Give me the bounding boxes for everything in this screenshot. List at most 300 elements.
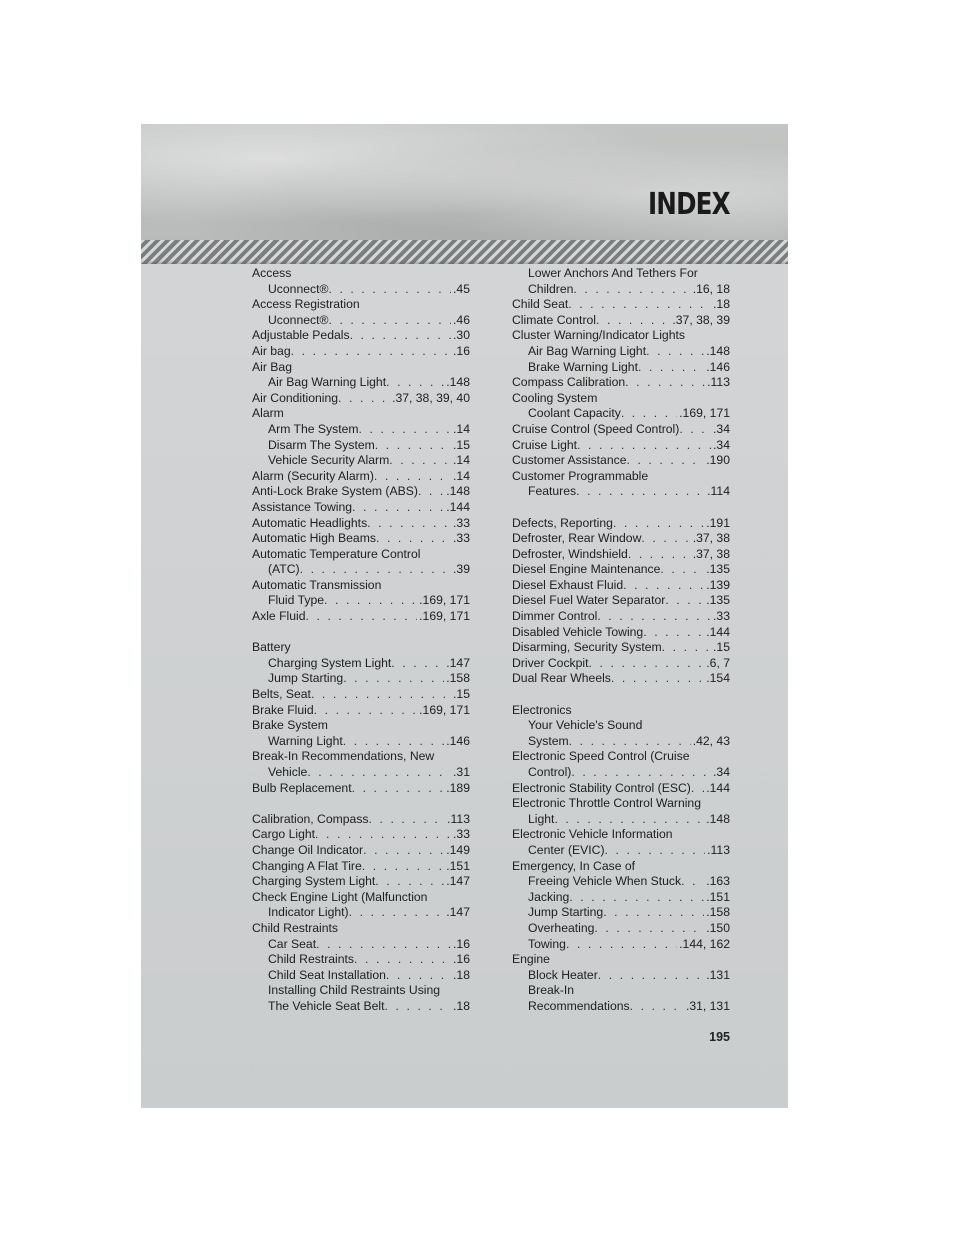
index-page-ref: .31, 131 [685, 998, 730, 1013]
dot-leader [300, 562, 451, 578]
index-term: Cruise Light [512, 437, 578, 452]
index-entry [512, 671, 730, 687]
index-entry [512, 360, 730, 376]
dot-leader [375, 874, 444, 890]
index-page-ref: .16 [453, 936, 470, 951]
index-entry [252, 469, 470, 485]
index-term: Freeing Vehicle When Stuck [528, 874, 682, 889]
index-term: Break-In [528, 983, 575, 998]
index-column-right [512, 266, 730, 1015]
dot-leader [679, 422, 711, 438]
index-entry [252, 516, 470, 532]
index-entry [512, 983, 730, 999]
index-page-ref: .34 [713, 765, 730, 779]
index-term: Uconnect® [268, 312, 329, 327]
index-page-ref: .45 [453, 281, 470, 296]
index-term: Cooling System [512, 390, 598, 405]
index-entry [512, 859, 730, 875]
index-term: Electronic Speed Control (Cruise [512, 749, 690, 764]
index-term: Air Bag Warning Light [268, 375, 387, 390]
index-entry [252, 874, 470, 890]
index-term: Electronic Stability Control (ESC) [512, 780, 691, 795]
dot-leader [307, 765, 451, 781]
index-entry [512, 516, 730, 532]
index-page-ref: .144 [706, 780, 730, 795]
index-entry [252, 500, 470, 516]
index-entry [252, 438, 470, 454]
index-gap [512, 500, 730, 516]
dot-leader [363, 843, 444, 859]
index-page-ref: .113 [707, 842, 730, 857]
index-entry [512, 484, 730, 500]
index-term: Light [528, 811, 555, 826]
index-entry [512, 999, 730, 1015]
index-term: Electronic Vehicle Information [512, 827, 673, 842]
page-header-banner [141, 124, 788, 240]
index-term: Jump Starting [268, 671, 344, 686]
index-page-ref: .135 [706, 562, 730, 577]
index-page-ref: .37, 38, 39, 40 [392, 390, 470, 405]
index-term: Automatic High Beams [252, 531, 376, 546]
index-page-ref: .14 [453, 468, 470, 483]
index-page-ref: .37, 38 [692, 546, 730, 561]
index-entry [512, 843, 730, 859]
index-term: Changing A Flat Tire [252, 858, 362, 873]
index-term: Defects, Reporting [512, 515, 613, 530]
index-page-ref: .169, 171 [419, 609, 470, 624]
index-page-ref: .169, 171 [679, 406, 730, 421]
index-entry [252, 921, 470, 937]
dot-leader [389, 453, 451, 469]
index-page-ref: .154 [706, 671, 730, 686]
index-page-ref: .113 [447, 811, 470, 826]
index-term: Overheating [528, 920, 595, 935]
dot-leader [662, 640, 711, 656]
index-entry [252, 562, 470, 578]
index-entry [512, 609, 730, 625]
dot-leader [589, 656, 705, 672]
index-entry [252, 734, 470, 750]
index-entry [512, 578, 730, 594]
dot-leader [291, 344, 451, 360]
index-page-ref: .158 [706, 905, 730, 920]
index-term: Child Restraints [268, 952, 355, 967]
index-term: Air bag [252, 343, 291, 358]
index-page-ref: .39 [453, 562, 470, 577]
index-entry [512, 921, 730, 937]
index-page-ref: .135 [706, 593, 730, 608]
index-entry [252, 328, 470, 344]
index-page-ref: .144 [706, 624, 730, 639]
dot-leader [391, 656, 444, 672]
index-term: Compass Calibration [512, 375, 626, 390]
index-term: Vehicle [268, 765, 308, 779]
index-page-ref: .33 [453, 531, 470, 546]
index-term: Control) [528, 765, 572, 779]
index-entry [252, 391, 470, 407]
index-entry [252, 266, 470, 282]
dot-leader [328, 313, 451, 329]
dot-leader [354, 952, 451, 968]
dot-leader [362, 859, 445, 875]
dot-leader [554, 812, 704, 828]
index-entry [252, 656, 470, 672]
index-entry [512, 438, 730, 454]
index-entry [252, 749, 470, 765]
dot-leader [691, 781, 704, 797]
dot-leader [613, 516, 704, 532]
index-entry [512, 640, 730, 656]
index-page-ref: .146 [706, 359, 730, 374]
index-entry [252, 453, 470, 469]
index-term: Battery [252, 640, 291, 655]
index-page-ref: .147 [446, 655, 470, 670]
index-term: Features [528, 484, 577, 499]
header-stripe [141, 240, 788, 264]
index-entry [512, 703, 730, 719]
dot-leader [626, 453, 704, 469]
index-page-ref: .150 [706, 920, 730, 935]
index-page-ref: .131 [706, 967, 730, 982]
index-page-ref: .34 [713, 421, 730, 436]
index-term: Child Seat Installation [268, 967, 386, 982]
index-term: Diesel Fuel Water Separator [512, 593, 666, 608]
index-term: Automatic Temperature Control [252, 546, 421, 561]
index-term: Charging System Light [268, 655, 392, 670]
index-term: Diesel Engine Maintenance [512, 562, 661, 577]
index-page-ref: .15 [713, 640, 730, 655]
dot-leader [566, 937, 677, 953]
index-page-ref: .18 [453, 998, 470, 1013]
index-term: Cruise Control (Speed Control) [512, 421, 680, 436]
dot-leader [577, 438, 711, 454]
index-entry [252, 718, 470, 734]
index-term: Engine [512, 952, 550, 967]
index-entry [512, 827, 730, 843]
index-entry [252, 547, 470, 563]
dot-leader [603, 905, 704, 921]
index-page-ref: .189 [446, 780, 470, 795]
index-entry [512, 952, 730, 968]
index-page-ref: .37, 38, 39 [672, 312, 730, 327]
dot-leader [350, 328, 451, 344]
dot-leader [571, 765, 711, 781]
dot-leader [386, 375, 444, 391]
index-term: Charging System Light [252, 874, 376, 889]
dot-leader [594, 921, 704, 937]
index-term: Cargo Light [252, 827, 316, 842]
index-term: Jump Starting [528, 905, 604, 920]
index-entry [512, 531, 730, 547]
dot-leader [605, 843, 706, 859]
index-entry [512, 266, 730, 282]
index-term: Arm The System [268, 421, 359, 436]
index-entry [252, 703, 470, 719]
index-term: Belts, Seat [252, 687, 311, 702]
dot-leader [367, 516, 451, 532]
index-page-ref: .169, 171 [419, 593, 470, 608]
dot-leader [343, 671, 444, 687]
index-term: Adjustable Pedals [252, 328, 350, 343]
index-term: Alarm [252, 406, 284, 421]
index-term: Check Engine Light (Malfunction [252, 889, 428, 904]
index-entry [252, 578, 470, 594]
index-page-ref: .114 [707, 484, 730, 499]
index-gap [252, 625, 470, 641]
dot-leader [338, 391, 390, 407]
index-entry [512, 328, 730, 344]
dot-leader [369, 812, 446, 828]
index-term: Jacking [528, 889, 570, 904]
dot-leader [597, 609, 711, 625]
dot-leader [315, 827, 451, 843]
dot-leader [643, 625, 704, 641]
index-term: Air Bag [252, 359, 292, 374]
index-term: Diesel Exhaust Fluid [512, 577, 624, 592]
index-gap [512, 687, 730, 703]
dot-leader [625, 375, 705, 391]
index-entry [512, 562, 730, 578]
dot-leader [314, 703, 418, 719]
index-term: Calibration, Compass [252, 811, 369, 826]
dot-leader [343, 734, 445, 750]
index-gap [252, 796, 470, 812]
index-column-left [252, 266, 470, 1015]
index-page-ref: .37, 38 [692, 531, 730, 546]
dot-leader [630, 999, 684, 1015]
index-entry [252, 859, 470, 875]
dot-leader [598, 968, 704, 984]
index-term: Center (EVIC) [528, 842, 605, 857]
dot-leader [311, 687, 451, 703]
index-page-ref: .18 [713, 297, 730, 312]
index-term: Disarm The System [268, 437, 375, 452]
index-term: Towing [528, 936, 566, 951]
index-term: Electronics [512, 702, 572, 717]
index-term: Axle Fluid [252, 609, 306, 624]
index-entry [512, 656, 730, 672]
index-entry [252, 827, 470, 843]
index-page-ref: .147 [446, 905, 470, 920]
index-term: Fluid Type [268, 593, 325, 608]
index-entry [252, 531, 470, 547]
index-term: Anti-Lock Brake System (ABS) [252, 484, 418, 499]
index-term: Emergency, In Case of [512, 858, 636, 873]
index-page-ref: .148 [446, 484, 470, 499]
dot-leader [621, 406, 677, 422]
index-term: Child Restraints [252, 920, 339, 935]
index-entry [252, 406, 470, 422]
index-entry [252, 952, 470, 968]
index-page-ref: .151 [706, 889, 730, 904]
index-entry [252, 765, 470, 781]
index-entry [512, 890, 730, 906]
index-term: Dual Rear Wheels [512, 671, 611, 686]
index-term: Air Conditioning [252, 390, 339, 405]
index-term: Child Seat [512, 297, 569, 312]
dot-leader [352, 500, 444, 516]
index-entry [512, 297, 730, 313]
index-page-ref: .191 [706, 515, 730, 530]
index-term: Assistance Towing [252, 499, 353, 514]
index-page-ref: .30 [453, 328, 470, 343]
dot-leader [576, 484, 705, 500]
dot-leader [628, 547, 691, 563]
index-term: Disarming, Security System [512, 640, 662, 655]
index-term: Electronic Throttle Control Warning [512, 796, 701, 811]
index-page-ref: .163 [706, 874, 730, 889]
index-page-ref: .18 [453, 967, 470, 982]
dot-leader [316, 937, 451, 953]
index-term: Bulb Replacement [252, 780, 352, 795]
index-term: Installing Child Restraints Using [268, 983, 441, 998]
index-term: Disabled Vehicle Towing [512, 624, 644, 639]
index-page-ref: .144, 162 [679, 936, 730, 951]
index-entry [252, 609, 470, 625]
index-entry [512, 344, 730, 360]
dot-leader [568, 297, 711, 313]
index-page-ref: .169, 171 [419, 702, 470, 717]
index-term: Alarm (Security Alarm) [252, 468, 374, 483]
dot-leader [375, 438, 451, 454]
page-number: 195 [709, 1030, 730, 1044]
index-term: Defroster, Windshield [512, 546, 628, 561]
index-page-ref: .158 [446, 671, 470, 686]
index-page-ref: .33 [713, 609, 730, 624]
index-entry [252, 360, 470, 376]
dot-leader [324, 593, 417, 609]
index-term: Vehicle Security Alarm [268, 453, 390, 468]
index-term: Brake Warning Light [528, 359, 638, 374]
dot-leader [386, 968, 451, 984]
index-term: Access [252, 266, 292, 280]
index-entry [252, 983, 470, 999]
index-entry [252, 484, 470, 500]
index-term: Warning Light [268, 733, 343, 748]
index-term: Lower Anchors And Tethers For [528, 266, 698, 280]
dot-leader [623, 578, 704, 594]
index-page-ref: .147 [446, 874, 470, 889]
index-term: Block Heater [528, 967, 598, 982]
index-page-ref: .6, 7 [706, 655, 730, 670]
index-entry [512, 905, 730, 921]
index-page-ref: .16 [453, 343, 470, 358]
index-entry [252, 344, 470, 360]
index-term: Brake System [252, 718, 328, 733]
dot-leader [665, 593, 704, 609]
index-term: Your Vehicle's Sound [528, 718, 643, 733]
dot-leader [306, 609, 418, 625]
index-entry [512, 593, 730, 609]
index-entry [512, 749, 730, 765]
dot-leader [681, 874, 704, 890]
index-term: Car Seat [268, 936, 317, 951]
index-term: Dimmer Control [512, 609, 598, 624]
index-term: Driver Cockpit [512, 655, 589, 670]
index-page-ref: .146 [446, 733, 470, 748]
index-term: Cluster Warning/Indicator Lights [512, 328, 685, 343]
index-entry [252, 671, 470, 687]
index-term: Air Bag Warning Light [528, 343, 647, 358]
index-entry [512, 781, 730, 797]
dot-leader [611, 671, 704, 687]
dot-leader [660, 562, 704, 578]
index-page-ref: .16 [453, 952, 470, 967]
index-page-ref: .144 [446, 499, 470, 514]
index-entry [252, 999, 470, 1015]
index-entry [512, 812, 730, 828]
index-entry [252, 937, 470, 953]
index-entry [512, 874, 730, 890]
dot-leader [418, 484, 444, 500]
index-entry [252, 593, 470, 609]
index-entry [512, 625, 730, 641]
index-page-ref: .31 [453, 765, 470, 779]
index-page-ref: .151 [446, 858, 470, 873]
index-entry [512, 765, 730, 781]
index-page-ref: .14 [453, 421, 470, 436]
index-entry [252, 843, 470, 859]
index-entry [252, 422, 470, 438]
index-term: Uconnect® [268, 281, 329, 296]
index-page-ref: .149 [446, 842, 470, 857]
index-page-ref: .15 [453, 437, 470, 452]
index-page-ref: .14 [453, 453, 470, 468]
index-page-ref: .42, 43 [692, 733, 730, 748]
index-entry [252, 781, 470, 797]
index-term: Coolant Capacity [528, 406, 621, 421]
index-page-ref: .33 [453, 827, 470, 842]
index-entry [512, 406, 730, 422]
index-page-ref: .190 [706, 453, 730, 468]
dot-leader [374, 469, 451, 485]
index-entry [512, 734, 730, 750]
index-entry [252, 282, 470, 298]
index-entry [512, 391, 730, 407]
index-term: Defroster, Rear Window [512, 531, 642, 546]
dot-leader [376, 531, 451, 547]
index-page-ref: .33 [453, 515, 470, 530]
index-term: Indicator Light) [268, 905, 349, 920]
index-entry [512, 937, 730, 953]
dot-leader [596, 313, 670, 329]
dot-leader [359, 422, 452, 438]
dot-leader [385, 999, 452, 1015]
index-entry [512, 547, 730, 563]
index-page-ref: .148 [446, 375, 470, 390]
index-entry [252, 968, 470, 984]
index-entry [512, 313, 730, 329]
index-term: (ATC) [268, 562, 300, 577]
dot-leader [573, 282, 690, 298]
index-entry [252, 297, 470, 313]
index-entry [252, 890, 470, 906]
dot-leader [349, 905, 445, 921]
index-entry [252, 375, 470, 391]
index-term: Change Oil Indicator [252, 842, 364, 857]
index-term: Access Registration [252, 297, 360, 312]
index-entry [512, 469, 730, 485]
index-page-ref: .16, 18 [692, 281, 730, 296]
index-page [141, 124, 788, 1108]
dot-leader [638, 360, 704, 376]
index-entry [512, 796, 730, 812]
index-page-ref: .15 [453, 687, 470, 702]
index-term: Automatic Transmission [252, 577, 382, 592]
index-page-ref: .148 [706, 343, 730, 358]
index-entry [512, 282, 730, 298]
index-entry [512, 422, 730, 438]
